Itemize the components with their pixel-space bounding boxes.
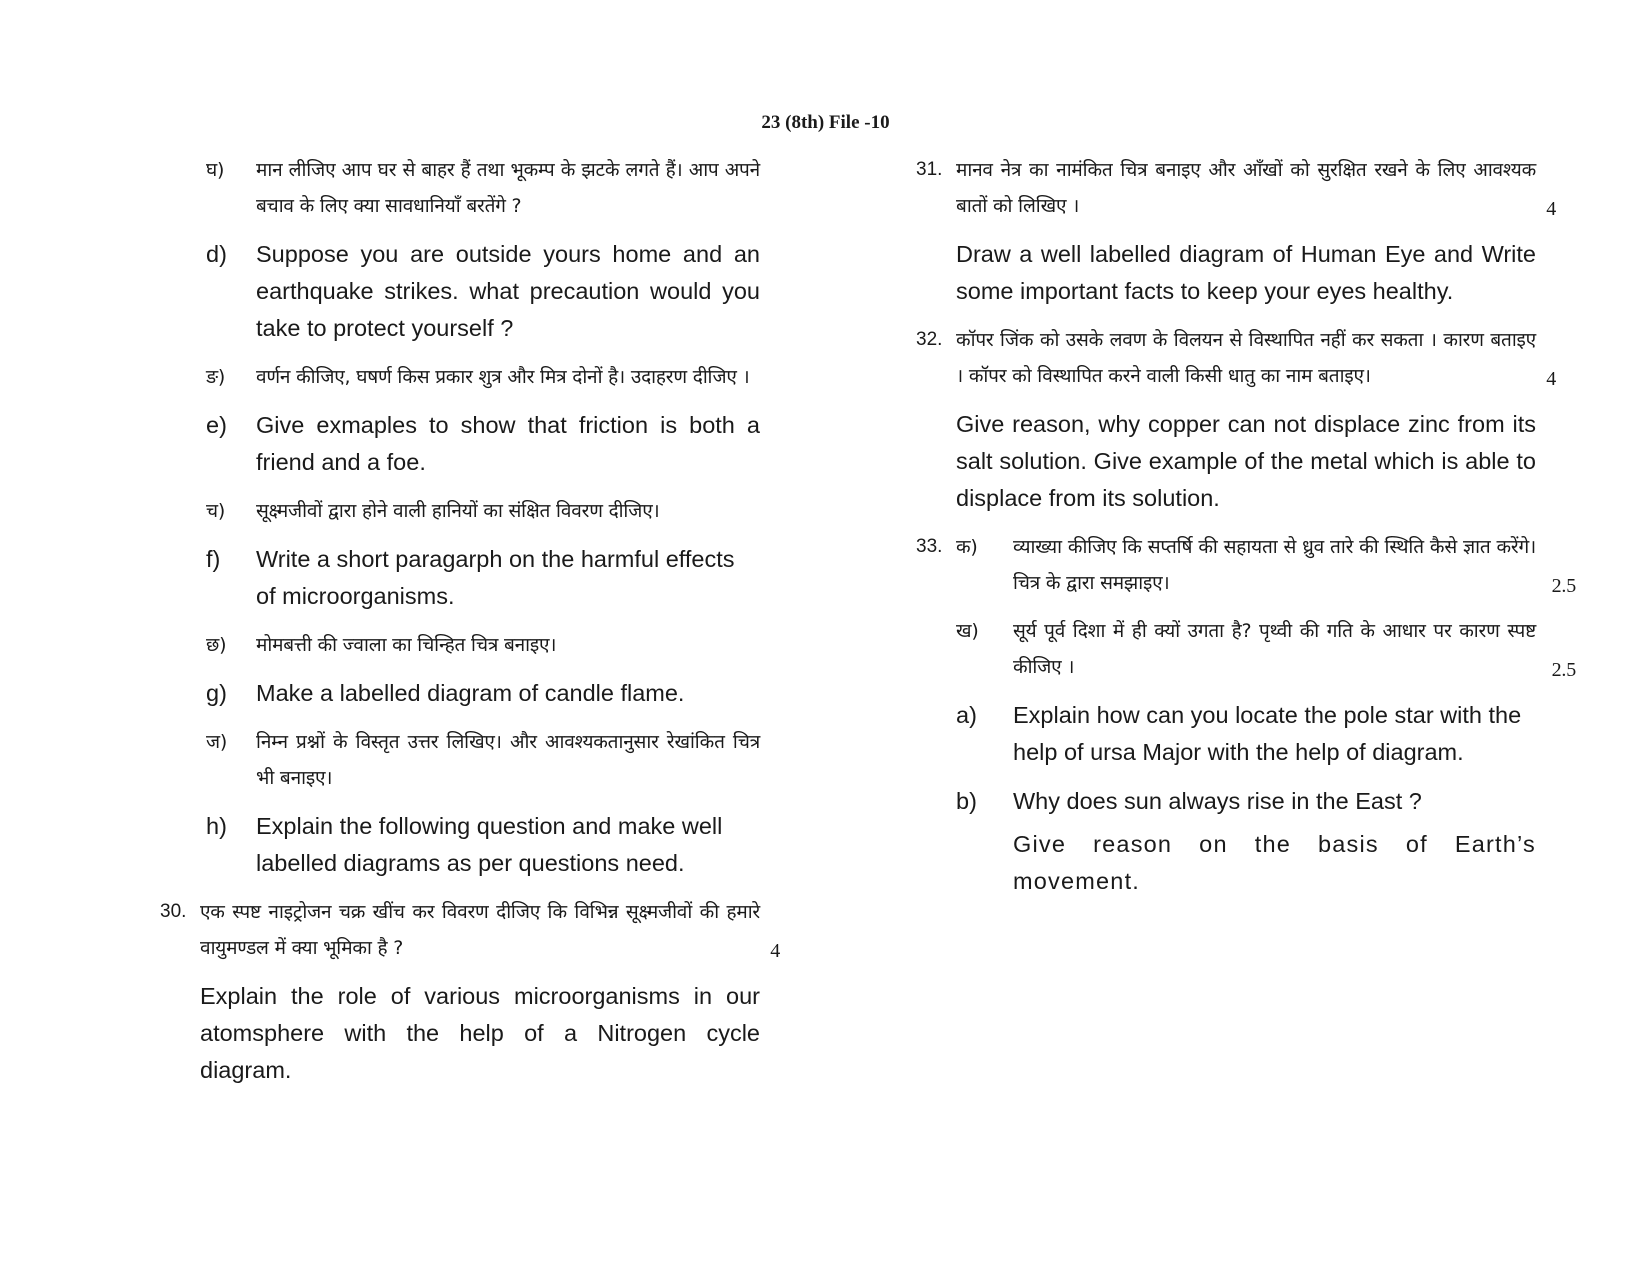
question-33-parts xyxy=(956,529,1576,900)
sub-question-gh xyxy=(160,152,760,224)
question-31 xyxy=(916,152,1556,224)
question-text-hindi xyxy=(956,322,1556,394)
sub-question-text-english: Give exmaples to show that friction is both a friend and a foe. xyxy=(256,412,760,475)
marks: 4 xyxy=(1546,368,1556,390)
sub-question-text-hindi: वर्णन कीजिए, घषर्ण किस प्रकार शुत्र और मित्र दोनों है। उदाहरण दीजिए । xyxy=(256,366,750,388)
question-number: 32. xyxy=(916,329,943,350)
sub-question-ka xyxy=(956,529,1576,601)
question-text-english: Give reason, why copper can not displace zinc from its salt solution. Give example of the metal which is able to displace from its solution. xyxy=(956,411,1536,511)
sub-question-g xyxy=(160,675,760,712)
sub-question-label: क) xyxy=(956,536,978,558)
sub-question-e xyxy=(160,407,760,481)
sub-question-text-english: Explain how can you locate the pole star with the help of ursa Major with the help of diagram. xyxy=(1013,702,1522,765)
sub-question-text-english: Why does sun always rise in the East ? xyxy=(1013,788,1422,814)
sub-question-j xyxy=(160,724,760,796)
sub-question-label: घ) xyxy=(206,159,225,181)
question-text-english: Explain the role of various microorganisms in our atomsphere with the help of a Nitrogen cycle diagram. xyxy=(200,983,760,1083)
question-text: मानव नेत्र का नामंकित चित्र बनाइए और आँखों को सुरक्षित रखने के लिए आवश्यक बातों को लिखिए । xyxy=(956,159,1536,217)
left-column xyxy=(160,152,780,1101)
sub-question-label: h) xyxy=(206,813,227,839)
sub-question-label: f) xyxy=(206,546,221,572)
marks: 4 xyxy=(1546,198,1556,220)
sub-question-text-continuation: Give reason on the basis of Earth’s movement. xyxy=(1013,831,1536,894)
sub-question-f xyxy=(160,541,760,615)
sub-question-ch xyxy=(160,493,760,529)
question-33 xyxy=(916,529,1576,900)
question-number: 33. xyxy=(916,536,943,557)
marks: 2.5 xyxy=(1551,659,1576,681)
sub-question-label: e) xyxy=(206,412,227,438)
sub-question-text: व्याख्या कीजिए कि सप्तर्षि की सहायता से ध्रुव तारे की स्थिति कैसे ज्ञात करेंगे। चित्र के द्वारा समझाइए। xyxy=(1013,536,1536,594)
sub-question-label: a) xyxy=(956,702,977,728)
question-text: एक स्पष्ट नाइट्रोजन चक्र खींच कर विवरण दीजिए कि विभिन्न सूक्ष्मजीवों की हमारे वायुमण्डल में क्या भूमिका है ? xyxy=(200,901,760,959)
sub-question-label: छ) xyxy=(206,634,227,656)
sub-question-text-hindi xyxy=(1013,529,1576,601)
sub-question-label: ख) xyxy=(956,620,979,642)
sub-question-text-hindi: निम्न प्रश्नों के विस्तृत उत्तर लिखिए। और आवश्यकतानुसार रेखांकित चित्र भी बनाइए। xyxy=(256,731,760,789)
question-text-hindi xyxy=(200,894,780,966)
sub-question-text-english: Make a labelled diagram of candle flame. xyxy=(256,680,685,706)
sub-question-label: g) xyxy=(206,680,227,706)
sub-question-label: b) xyxy=(956,788,977,814)
sub-question-text-hindi xyxy=(1013,613,1576,685)
marks: 4 xyxy=(770,940,780,962)
sub-question-text-hindi: मान लीजिए आप घर से बाहर हैं तथा भूकम्प के झटके लगते हैं। आप अपने बचाव के लिए क्या सावधानियाँ बरतेंगे ? xyxy=(256,159,760,217)
sub-question-text: सूर्य पूर्व दिशा में ही क्यों उगता है? पृथ्वी की गति के आधार पर कारण स्पष्ट कीजिए । xyxy=(1013,620,1536,678)
sub-question-text-english: Suppose you are outside yours home and an earthquake strikes. what precaution would you take to protect yourself ? xyxy=(256,241,760,341)
sub-question-h xyxy=(160,808,760,882)
sub-question-label: ङ) xyxy=(206,366,226,388)
sub-question-chh xyxy=(160,627,760,663)
question-text: कॉपर जिंक को उसके लवण के विलयन से विस्थापित नहीं कर सकता । कारण बताइए । कॉपर को विस्थापित करने वाली किसी धातु का नाम बताइए। xyxy=(956,329,1536,387)
sub-question-text-hindi: मोमबत्ती की ज्वाला का चिन्हित चित्र बनाइए। xyxy=(256,634,557,656)
sub-question-label: च) xyxy=(206,500,226,522)
sub-question-label: ज) xyxy=(206,731,228,753)
question-32 xyxy=(916,322,1556,394)
sub-question-kha xyxy=(956,613,1576,685)
right-column xyxy=(916,152,1576,912)
sub-question-d xyxy=(160,236,760,347)
sub-question-b xyxy=(956,783,1536,820)
question-text-hindi xyxy=(956,152,1556,224)
marks: 2.5 xyxy=(1551,575,1576,597)
sub-question-text-hindi: सूक्ष्मजीवों द्वारा होने वाली हानियों का संक्षित विवरण दीजिए। xyxy=(256,500,660,522)
sub-question-a xyxy=(956,697,1536,771)
page-header: 23 (8th) File -10 xyxy=(761,112,890,133)
question-number: 30. xyxy=(160,901,187,922)
sub-question-ng xyxy=(160,359,760,395)
question-30 xyxy=(160,894,780,966)
sub-question-text-english: Explain the following question and make well labelled diagrams as per questions need. xyxy=(256,813,723,876)
question-number: 31. xyxy=(916,159,943,180)
sub-question-text-english: Write a short paragarph on the harmful effects of microorganisms. xyxy=(256,546,735,609)
sub-question-label: d) xyxy=(206,241,227,267)
question-text-english: Draw a well labelled diagram of Human Eye and Write some important facts to keep your eyes healthy. xyxy=(956,241,1536,304)
